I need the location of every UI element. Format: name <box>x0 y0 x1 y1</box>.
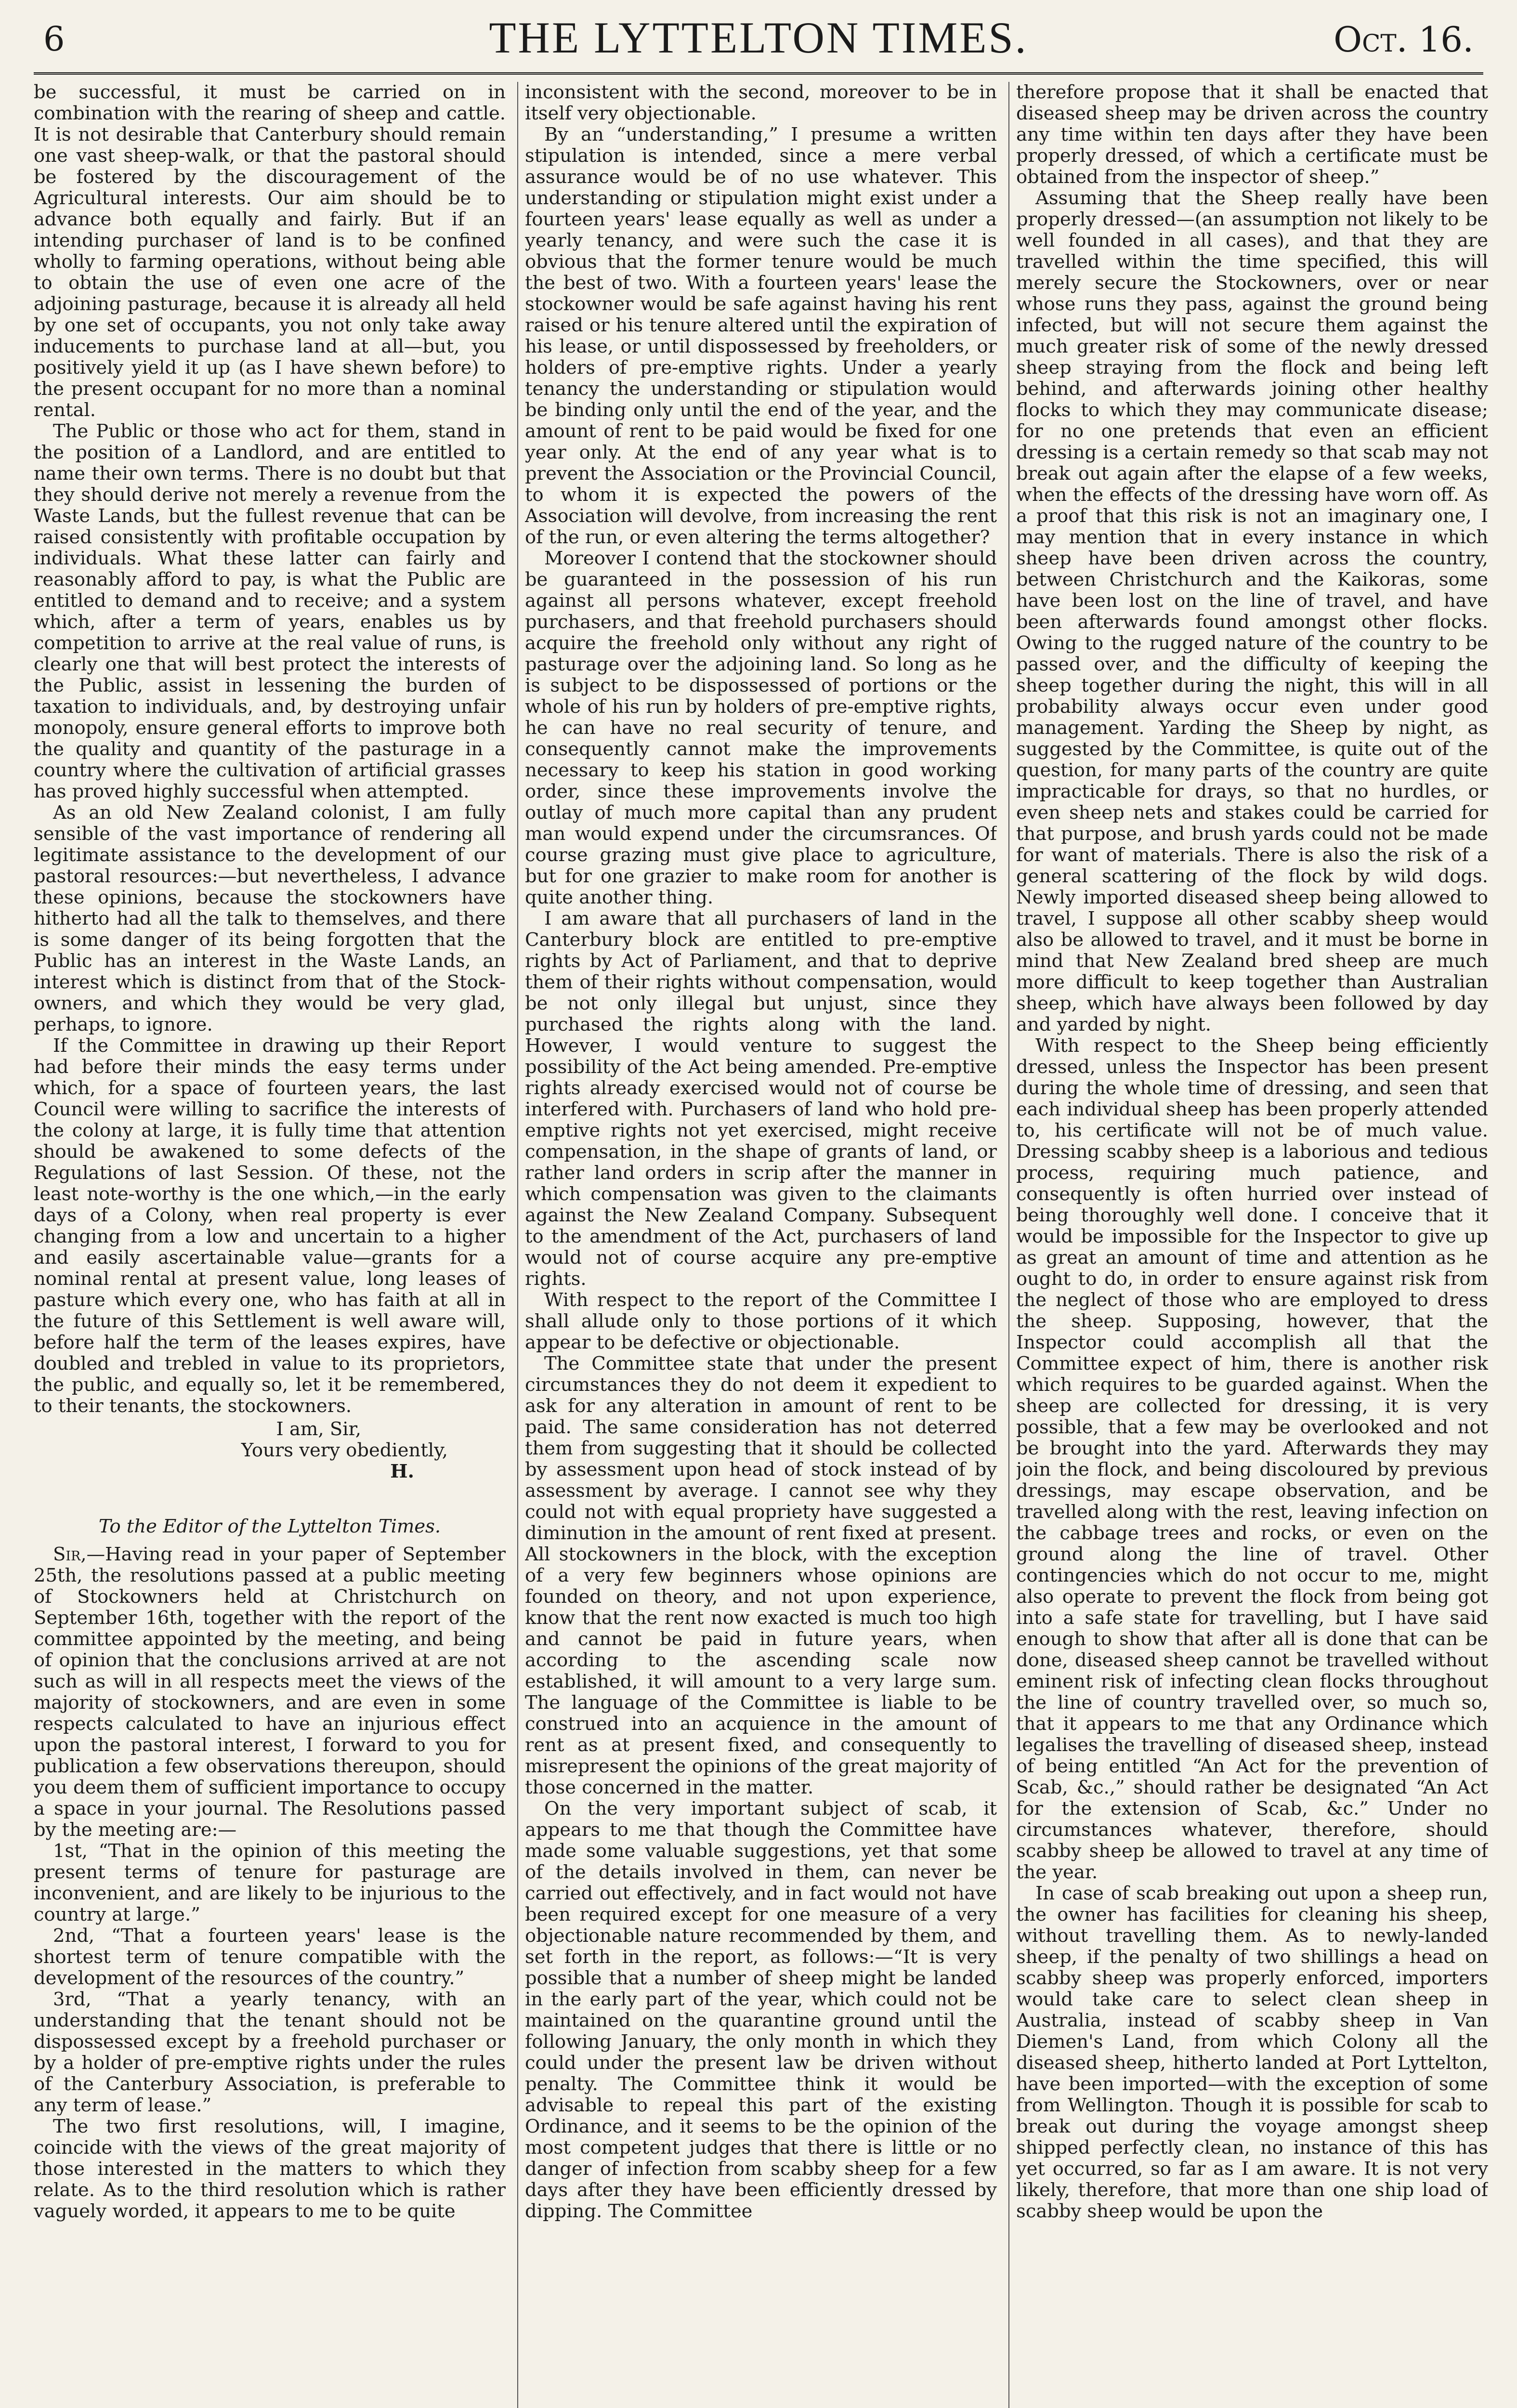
paragraph-text: —Having read in your paper of September 25th, the resolutions passed at a public meeting of Stockowners held at Christchurch on September 16th, together with the report of the committee appointed by the meeting, and being of opinion that the conclusions arrived at are not such as will in all respects meet the views of the majority of stockowners, and are even in some respects calculated to have an injurious effect upon the pastoral interest, I forward to you for publication a few observations thereupon, should you deem them of sufficient importance to occupy a space in your journal. The Resolutions passed by the meeting are:— <box>34 1544 506 1841</box>
paragraph: With respect to the Sheep being efficiently dressed, unless the Inspector has been present during the whole time of dressing, and seen that each individual sheep has been properly attended to, his certificate will not be of much value. Dressing scabby sheep is a laborious and tedious process, requiring much patience, and consequently is often hurried over instead of being thoroughly well done. I conceive that it would be impossible for the Inspector to give up as great an amount of time and attention as he ought to do, in order to ensure against risk from the neglect of those who are employed to dress the sheep. Supposing, however, that the Inspector could accomplish all that the Committee expect of him, there is another risk which requires to be guarded against. When the sheep are collected for dressing, it is very possible, that a few may be overlooked and not be brought into the yard. Afterwards they may join the flock, and being discoloured by previous dressings, may escape observation, and be travelled along with the rest, leaving infection on the cabbage trees and rocks, or even on the ground along the line of travel. Other contingencies which do not occur to me, might also operate to prevent the flock from being got into a safe state for travelling, but I have said enough to show that after all is done that can be done, diseased sheep cannot be travelled without eminent risk of infecting clean flocks throughout the line of country travelled over, so much so, that it appears to me that any Ordinance which legalises the travelling of diseased sheep, instead of being entitled “An Act for the prevention of Scab, &c.,” should rather be designated “An Act for the extension of Scab, &c.” Under no circumstances whatever, therefore, should scabby sheep be allowed to travel at any time of the year. <box>1016 1035 1488 1883</box>
issue-date: Oct. 16. <box>1334 19 1474 60</box>
column-2 <box>525 82 997 2408</box>
column-3 <box>1016 82 1488 2408</box>
paragraph: The two first resolutions, will, I imagine, coincide with the views of the great majority of those interested in the matters to which they relate. As to the third resolution which is rather vaguely worded, it appears to me to be quite <box>34 2116 506 2222</box>
column-rule <box>1008 82 1009 2408</box>
paragraph: I am aware that all purchasers of land in the Canterbury block are entitled to pre-emptive rights by Act of Parliament, and that to deprive them of their rights without compensation, would be not only illegal but unjust, since they purchased the rights along with the land. However, I would venture to suggest the possibility of the Act being amended. Pre-emptive rights already exercised would not of course be interfered with. Purchasers of land who hold pre-emptive rights not yet exercised, might receive compensation, in the shape of grants of land, or rather land orders in scrip after the manner in which compensation was given to the claimants against the New Zealand Company. Subsequent to the amendment of the Act, purchasers of land would not of course acquire any pre-emptive rights. <box>525 908 997 1290</box>
resolution: 2nd, “That a fourteen years' lease is the shortest term of tenure compatible with the development of the resources of the country.” <box>34 1925 506 1989</box>
paragraph: In case of scab breaking out upon a sheep run, the owner has facilities for cleaning his sheep, without travelling them. As to newly-landed sheep, if the penalty of two shillings a head on scabby sheep was properly enforced, importers would take care to select clean sheep in Australia, instead of scabby sheep in Van Diemen's Land, from which Colony all the diseased sheep, hitherto landed at Port Lyttelton, have been imported—with the exception of some from Wellington. Though it is possible for scab to break out during the voyage amongst sheep shipped perfectly clean, no instance of this has yet occurred, so far as I am aware. It is not very likely, therefore, that more than one ship load of scabby sheep would be upon the <box>1016 1883 1488 2222</box>
column-rule <box>517 82 518 2408</box>
letter-heading: To the Editor of the Lyttelton Times. <box>98 1516 441 1537</box>
signature-valediction: Yours very obediently, <box>241 1440 448 1461</box>
paragraph: By an “understanding,” I presume a written stipulation is intended, since a mere verbal assurance would be of no use whatever. This understanding or stipulation might exist under a fourteen years' lease equally as well as under a yearly tenancy, and were such the case it is obvious that the former tenure would be much the best of two. With a fourteen years' lease the stockowner would be safe against having his rent raised or his tenure altered until the expiration of his lease, or until dispossessed by freeholders, or holders of pre-emptive rights. Under a yearly tenancy the understanding or stipulation would be binding only until the end of the year, and the amount of rent to be paid would be fixed for one year only. At the end of any year what is to prevent the Association or the Provincial Council, to whom it is expected the powers of the Association will devolve, from increasing the rent of the run, or even altering the terms altogether? <box>525 124 997 548</box>
paragraph: Assuming that the Sheep really have been properly dressed—(an assumption not likely to be well founded in all cases), and that they are travelled within the time specified, this will merely secure the Stockowners, over or near whose runs they pass, against the ground being infected, but will not secure them against the much greater risk of some of the newly dressed sheep straying from the flock and being left behind, and afterwards joining other healthy flocks to which they may communicate disease; for no one pretends that even an efficient dressing is a certain remedy so that scab may not break out again after the elapse of a few weeks, when the effects of the dressing have worn off. As a proof that this risk is not an imaginary one, I may mention that in every instance in which sheep have been driven across the country, between Christchurch and the Kaikoras, some have been lost on the line of travel, and have been afterwards found amongst other flocks. Owing to the rugged nature of the country to be passed over, and the difficulty of keeping the sheep together during the night, this will in all probability always occur even under good management. Yarding the Sheep by night, as suggested by the Committee, is quite out of the question, for many parts of the country are quite impracticable for drays, so that no hurdles, or even sheep nets and stakes could be carried for that purpose, and brush yards could not be made for want of materials. There is also the risk of a general scattering of the flock by wild dogs. Newly imported diseased sheep being allowed to travel, I suppose all other scabby sheep would also be allowed to travel, and it must be borne in mind that New Zealand bred sheep are much more difficult to keep together than Australian sheep, which have always been followed by day and yarded by night. <box>1016 187 1488 1035</box>
paragraph: be successful, it must be carried on in combination with the rearing of sheep and cattle. It is not desirable that Canterbury should remain one vast sheep-walk, or that the pastoral should be fostered by the discouragement of the Agricultural interests. Our aim should be to advance both equally and fairly. But if an intending purchaser of land is to be confined wholly to farming operations, without being able to obtain the use of even one acre of the adjoining pasturage, because it is already all held by one set of occupants, you not only take away inducements to purchase land at all—but, you positively yield it up (as I have shewn before) to the present occupant for no more than a nominal rental. <box>34 82 506 421</box>
paragraph: The Public or those who act for them, stand in the position of a Landlord, and are entitled to name their own terms. There is no doubt but that they should derive not merely a revenue from the Waste Lands, but the fullest revenue that can be raised consistently with profitable occupation by individuals. What these latter can fairly and reasonably afford to pay, is what the Public are entitled to demand and to receive; and a system which, after a term of years, enables us by competition to arrive at the real value of runs, is clearly one that will best protect the interests of the Public, assist in lessening the burden of taxation to individuals, and, by destroying unfair monopoly, ensure general efforts to improve both the quality and quantity of the pasturage in a country where the cultivation of artificial grasses has proved highly successful when attempted. <box>34 420 506 802</box>
resolution: 1st, “That in the opinion of this meeting the present terms of tenure for pasturage are inconvenient, and are likely to be injurious to the country at large.” <box>34 1840 506 1925</box>
resolution: 3rd, “That a yearly tenancy, with an understanding that the tenant should not be dispossessed except by a freehold purchaser or by a holder of pre-emptive rights under the rules of the Canterbury Association, is preferable to any term of lease.” <box>34 1989 506 2116</box>
salutation: Sir, <box>53 1544 87 1565</box>
newspaper-title: THE LYTTELTON TIMES. <box>489 13 1028 62</box>
paragraph: Moreover I contend that the stockowner should be guaranteed in the possession of his run against all persons whatever, except freehold purchasers, and that freehold purchasers should acquire the freehold only without any right of pasturage over the adjoining land. So long as he is subject to be dispossessed of portions or the whole of his run by holders of pre-emptive rights, he can have no real security of tenure, and consequently cannot make the improvements necessary to keep his station in good working order, since these improvements involve the outlay of much more capital than any prudent man would expend under the circumsrances. Of course grazing must give place to agriculture, but for one grazier to make room for another is quite another thing. <box>525 548 997 908</box>
signature-initial: H. <box>390 1461 414 1482</box>
signature-closing: I am, Sir, <box>276 1418 361 1440</box>
article-columns <box>34 82 1488 2408</box>
paragraph: The Committee state that under the present circumstances they do not deem it expedient to ask for any alteration in amount of rent to be paid. The same consideration has not deterred them from suggesting that it should be collected by assessment upon head of stock instead of by assessment by average. I cannot see why they could not with equal propriety have suggested a diminution in the amount of rent fixed at present. All stockowners in the block, with the exception of a very few beginners whose opinions are founded on theory, and not upon experience, know that the rent now exacted is much too high and cannot be paid in future years, when according to the ascending scale now established, it will amount to a very large sum. The language of the Committee is liable to be construed into an acquience in the amount of rent as at present fixed, and consequently to misrepresent the opinions of the great majority of those concerned in the matter. <box>525 1353 997 1798</box>
paragraph: therefore propose that it shall be enacted that diseased sheep may be driven across the country any time within ten days after they have been properly dressed, of which a certificate must be obtained from the inspector of sheep.” <box>1016 82 1488 188</box>
paragraph: On the very important subject of scab, it appears to me that though the Committee have made some valuable suggestions, yet that some of the details involved in them, can never be carried out effectively, and in fact would not have been required except for one measure of a very objectionable nature recommended by them, and set forth in the report, as follows:—“It is very possible that a number of sheep might be landed in the early part of the year, which could not be maintained on the quarantine ground until the following January, the only month in which they could under the present law be driven without penalty. The Committee think it would be advisable to repeal this part of the existing Ordinance, and it seems to be the opinion of the most competent judges that there is little or no danger of infection from scabby sheep for a few days after they have been efficiently dressed by dipping. The Committee <box>525 1798 997 2222</box>
paragraph: If the Committee in drawing up their Report had before their minds the easy terms under which, for a space of fourteen years, the last Council were willing to sacrifice the interests of the colony at large, it is fully time that attention should be awakened to some defects of the Regulations of last Session. Of these, not the least note-worthy is the one which,—in the early days of a Colony, when real property is ever changing from a low and uncertain to a higher and easily ascertainable value—grants for a nominal rental at present value, long leases of pasture which every one, who has faith at all in the future of this Settlement is well aware will, before half the term of the leases expires, have doubled and trebled in value to its proprietors, the public, and equally so, let it be remembered, to their tenants, the stockowners. <box>34 1035 506 1417</box>
paragraph: inconsistent with the second, moreover to be in itself very objectionable. <box>525 82 997 124</box>
signature-block <box>34 1419 506 1482</box>
paragraph: With respect to the report of the Committee I shall allude only to those portions of it which appear to be defective or objectionable. <box>525 1289 997 1353</box>
column-1 <box>34 82 506 2408</box>
page-number: 6 <box>43 19 65 59</box>
masthead <box>34 0 1483 75</box>
paragraph <box>34 1544 506 1841</box>
paragraph: As an old New Zealand colonist, I am fully sensible of the vast importance of rendering all legitimate assistance to the development of our pastoral resources:—but nevertheless, I advance these opinions, because the stockowners have hitherto had all the talk to themselves, and there is some danger of its being forgotten that the Public has an interest in the Waste Lands, an interest which is distinct from that of the Stock-owners, and which they would be very glad, perhaps, to ignore. <box>34 802 506 1035</box>
